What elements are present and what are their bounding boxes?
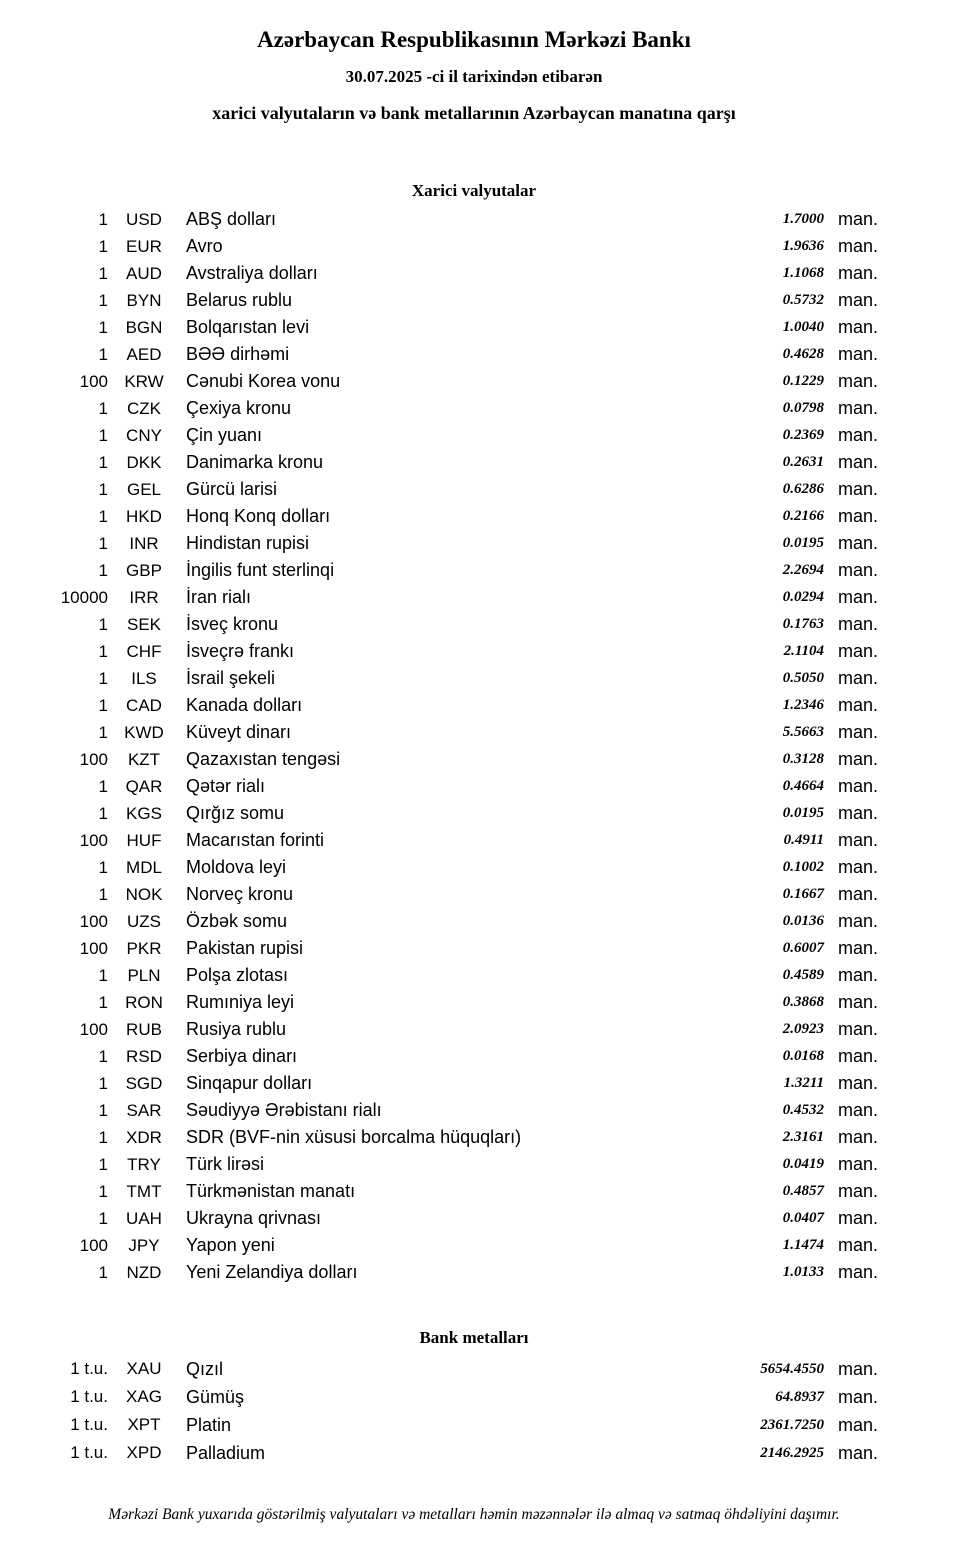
rate-row bbox=[58, 827, 890, 854]
rate-unit: man. bbox=[838, 1073, 879, 1093]
currency-code: UAH bbox=[126, 1208, 162, 1228]
rate-row bbox=[58, 638, 890, 665]
currency-code: KGS bbox=[126, 803, 162, 823]
rate-row bbox=[58, 584, 890, 611]
quantity: 100 bbox=[79, 371, 108, 391]
rate-unit: man. bbox=[838, 1386, 879, 1407]
currency-name: Qızıl bbox=[186, 1358, 224, 1379]
currency-name: Çin yuanı bbox=[186, 425, 263, 445]
currency-code: GBP bbox=[126, 560, 162, 580]
currency-name: Rumıniya leyi bbox=[186, 992, 295, 1012]
rate-value: 0.4911 bbox=[783, 832, 824, 848]
currency-code: UZS bbox=[127, 911, 161, 931]
rate-row bbox=[58, 1016, 890, 1043]
rate-unit: man. bbox=[838, 911, 879, 931]
quantity: 1 bbox=[98, 1100, 108, 1120]
currency-code: ILS bbox=[131, 668, 157, 688]
rate-value: 0.5732 bbox=[782, 292, 824, 308]
currency-code: RSD bbox=[126, 1046, 162, 1066]
rate-value: 0.6007 bbox=[782, 940, 824, 956]
quantity: 1 bbox=[98, 695, 108, 715]
quantity: 1 bbox=[98, 1073, 108, 1093]
metals-table-body bbox=[58, 1355, 890, 1467]
rate-unit: man. bbox=[838, 587, 879, 607]
rate-unit: man. bbox=[838, 398, 879, 418]
metals-table bbox=[58, 1355, 890, 1467]
rate-value: 0.2369 bbox=[782, 427, 824, 443]
currency-code: EUR bbox=[126, 236, 162, 256]
currency-code: XPT bbox=[127, 1415, 161, 1434]
rate-value: 1.3211 bbox=[783, 1075, 824, 1091]
quantity: 1 bbox=[98, 884, 108, 904]
rate-row bbox=[58, 611, 890, 638]
rate-row bbox=[58, 881, 890, 908]
rate-unit: man. bbox=[838, 1019, 879, 1039]
rate-value: 2.3161 bbox=[782, 1129, 824, 1145]
rate-row bbox=[58, 1151, 890, 1178]
rate-row bbox=[58, 962, 890, 989]
rate-row bbox=[58, 935, 890, 962]
currency-code: XAU bbox=[126, 1359, 162, 1378]
currency-name: İngilis funt sterlinqi bbox=[186, 560, 335, 580]
currency-name: BƏƏ dirhəmi bbox=[186, 344, 290, 364]
quantity: 1 bbox=[98, 533, 108, 553]
currency-name: Moldova leyi bbox=[186, 857, 287, 877]
rate-row bbox=[58, 1178, 890, 1205]
rate-unit: man. bbox=[838, 641, 879, 661]
rate-unit: man. bbox=[838, 1046, 879, 1066]
currency-code: GEL bbox=[126, 479, 162, 499]
rate-unit: man. bbox=[838, 776, 879, 796]
rate-row bbox=[58, 476, 890, 503]
rate-row bbox=[58, 773, 890, 800]
rate-unit: man. bbox=[838, 1208, 879, 1228]
rate-row bbox=[58, 746, 890, 773]
rate-row bbox=[58, 800, 890, 827]
rate-row bbox=[58, 287, 890, 314]
rate-unit: man. bbox=[838, 614, 879, 634]
rate-row bbox=[58, 1411, 890, 1439]
quantity: 1 bbox=[98, 857, 108, 877]
rate-unit: man. bbox=[838, 506, 879, 526]
rate-row bbox=[58, 449, 890, 476]
rate-value: 64.8937 bbox=[775, 1388, 824, 1405]
rate-row bbox=[58, 422, 890, 449]
rate-unit: man. bbox=[838, 749, 879, 769]
rate-unit: man. bbox=[838, 857, 879, 877]
quantity: 1 bbox=[98, 1181, 108, 1201]
rate-value: 0.4532 bbox=[782, 1102, 824, 1118]
rate-row bbox=[58, 260, 890, 287]
rate-value: 2.0923 bbox=[782, 1021, 824, 1037]
rate-row bbox=[58, 557, 890, 584]
currency-name: Pakistan rupisi bbox=[186, 938, 304, 958]
rate-value: 0.1002 bbox=[782, 859, 824, 875]
currency-code: XDR bbox=[126, 1127, 162, 1147]
currency-name: Belarus rublu bbox=[186, 290, 293, 310]
quantity: 1 bbox=[98, 209, 108, 229]
quantity: 1 bbox=[98, 1262, 108, 1282]
currency-name: Gümüş bbox=[186, 1386, 245, 1407]
page-header bbox=[58, 26, 890, 124]
currency-name: Sinqapur dolları bbox=[186, 1073, 313, 1093]
rate-unit: man. bbox=[838, 1235, 879, 1255]
currency-name: Gürcü larisi bbox=[186, 479, 278, 499]
rate-value: 0.1667 bbox=[782, 886, 824, 902]
quantity: 1 bbox=[98, 668, 108, 688]
rate-value: 2146.2925 bbox=[760, 1444, 824, 1461]
currency-code: TMT bbox=[126, 1181, 162, 1201]
rate-value: 2.2694 bbox=[782, 562, 824, 578]
quantity: 100 bbox=[79, 749, 108, 769]
currency-name: Qətər rialı bbox=[186, 776, 266, 796]
currency-code: SEK bbox=[126, 614, 162, 634]
currency-name: İsveç kronu bbox=[186, 614, 279, 634]
quantity: 10000 bbox=[60, 587, 108, 607]
quantity: 100 bbox=[79, 938, 108, 958]
rate-unit: man. bbox=[838, 533, 879, 553]
rate-unit: man. bbox=[838, 803, 879, 823]
rate-row bbox=[58, 719, 890, 746]
rate-value: 0.6286 bbox=[782, 481, 824, 497]
rate-row bbox=[58, 1383, 890, 1411]
quantity: 1 bbox=[98, 263, 108, 283]
currency-code: DKK bbox=[126, 452, 162, 472]
currency-code: CNY bbox=[126, 425, 162, 445]
quantity: 1 bbox=[98, 1127, 108, 1147]
currency-code: NZD bbox=[126, 1262, 162, 1282]
rate-value: 0.1763 bbox=[782, 616, 824, 632]
quantity: 1 bbox=[98, 1154, 108, 1174]
rate-unit: man. bbox=[838, 1127, 879, 1147]
currency-name: Səudiyyə Ərəbistanı rialı bbox=[186, 1100, 382, 1120]
rate-unit: man. bbox=[838, 209, 879, 229]
quantity: 1 bbox=[98, 236, 108, 256]
currency-code: XPD bbox=[126, 1443, 162, 1462]
rate-value: 0.2166 bbox=[782, 508, 824, 524]
rate-row bbox=[58, 530, 890, 557]
rate-row bbox=[58, 1355, 890, 1383]
currency-code: QAR bbox=[125, 776, 163, 796]
rate-unit: man. bbox=[838, 830, 879, 850]
rate-value: 0.4589 bbox=[782, 967, 824, 983]
currency-code: AED bbox=[126, 344, 162, 364]
quantity: 100 bbox=[79, 911, 108, 931]
currency-name: İsrail şekeli bbox=[186, 668, 276, 688]
currency-name: Serbiya dinarı bbox=[186, 1046, 298, 1066]
rate-value: 0.0419 bbox=[782, 1156, 824, 1172]
rate-unit: man. bbox=[838, 1154, 879, 1174]
rate-unit: man. bbox=[838, 344, 879, 364]
currency-name: SDR (BVF-nin xüsusi borcalma hüquqları) bbox=[186, 1127, 522, 1147]
currency-name: Ukrayna qrivnası bbox=[186, 1208, 322, 1228]
rate-row bbox=[58, 1070, 890, 1097]
rate-row bbox=[58, 908, 890, 935]
rate-value: 1.9636 bbox=[782, 238, 824, 254]
currency-code: AUD bbox=[126, 263, 162, 283]
rate-unit: man. bbox=[838, 1262, 879, 1282]
currency-name: ABŞ dolları bbox=[186, 209, 277, 229]
currency-name: Polşa zlotası bbox=[186, 965, 289, 985]
quantity: 1 bbox=[98, 506, 108, 526]
rate-value: 1.7000 bbox=[782, 211, 824, 227]
currency-code: RON bbox=[125, 992, 163, 1012]
rate-row bbox=[58, 1439, 890, 1467]
rate-unit: man. bbox=[838, 668, 879, 688]
currency-name: Türkmənistan manatı bbox=[186, 1181, 356, 1201]
rate-row bbox=[58, 314, 890, 341]
rate-value: 0.0294 bbox=[782, 589, 824, 605]
rate-unit: man. bbox=[838, 560, 879, 580]
quantity: 1 t.u. bbox=[70, 1359, 108, 1378]
quantity: 1 bbox=[98, 560, 108, 580]
quantity: 1 bbox=[98, 641, 108, 661]
currency-name: Danimarka kronu bbox=[186, 452, 324, 472]
quantity: 1 t.u. bbox=[70, 1387, 108, 1406]
currency-name: Avstraliya dolları bbox=[186, 263, 318, 283]
rate-unit: man. bbox=[838, 722, 879, 742]
effective-date: 30.07.2025 -ci il tarixindən etibarən bbox=[345, 67, 603, 86]
currency-name: Rusiya rublu bbox=[186, 1019, 287, 1039]
currencies-section-title: Xarici valyutalar bbox=[411, 181, 537, 200]
currency-name: Kanada dolları bbox=[186, 695, 303, 715]
rate-unit: man. bbox=[838, 317, 879, 337]
rate-unit: man. bbox=[838, 371, 879, 391]
rate-row bbox=[58, 1205, 890, 1232]
currency-name: Palladium bbox=[186, 1442, 266, 1463]
currency-name: Qırğız somu bbox=[186, 803, 285, 823]
currency-code: HKD bbox=[126, 506, 162, 526]
currencies-table-body bbox=[58, 206, 890, 1286]
currency-code: NOK bbox=[125, 884, 163, 904]
rate-row bbox=[58, 989, 890, 1016]
rate-unit: man. bbox=[838, 1100, 879, 1120]
currency-code: USD bbox=[126, 209, 162, 229]
rate-value: 0.1229 bbox=[782, 373, 824, 389]
rate-unit: man. bbox=[838, 479, 879, 499]
quantity: 1 t.u. bbox=[70, 1443, 108, 1462]
currency-name: Bolqarıstan levi bbox=[186, 317, 310, 337]
rate-value: 0.4628 bbox=[782, 346, 824, 362]
currency-code: INR bbox=[129, 533, 159, 553]
rate-unit: man. bbox=[838, 992, 879, 1012]
rate-unit: man. bbox=[838, 1414, 879, 1435]
page-title: Azərbaycan Respublikasının Mərkəzi Bankı bbox=[257, 27, 691, 52]
currency-code: KRW bbox=[124, 371, 164, 391]
quantity: 1 bbox=[98, 776, 108, 796]
rate-unit: man. bbox=[838, 1181, 879, 1201]
quantity: 1 bbox=[98, 803, 108, 823]
currency-code: MDL bbox=[126, 857, 162, 877]
currency-code: BYN bbox=[126, 290, 162, 310]
currency-code: CZK bbox=[127, 398, 161, 418]
currency-code: BGN bbox=[125, 317, 163, 337]
rate-value: 0.0168 bbox=[782, 1048, 824, 1064]
currency-name: Hindistan rupisi bbox=[186, 533, 310, 553]
rate-unit: man. bbox=[838, 452, 879, 472]
rate-row bbox=[58, 368, 890, 395]
rate-unit: man. bbox=[838, 965, 879, 985]
currency-code: KWD bbox=[124, 722, 164, 742]
rate-value: 0.0407 bbox=[782, 1210, 824, 1226]
rate-row bbox=[58, 692, 890, 719]
quantity: 1 bbox=[98, 722, 108, 742]
rate-row bbox=[58, 503, 890, 530]
rate-value: 0.0195 bbox=[782, 535, 824, 551]
rate-value: 5654.4550 bbox=[760, 1360, 824, 1377]
currency-name: Honq Konq dolları bbox=[186, 506, 331, 526]
currency-name: Macarıstan forinti bbox=[186, 830, 325, 850]
rate-unit: man. bbox=[838, 425, 879, 445]
rate-unit: man. bbox=[838, 263, 879, 283]
quantity: 1 bbox=[98, 452, 108, 472]
rate-value: 2.1104 bbox=[783, 643, 824, 659]
currency-code: TRY bbox=[127, 1154, 161, 1174]
rate-value: 1.1068 bbox=[782, 265, 824, 281]
rate-unit: man. bbox=[838, 236, 879, 256]
rate-value: 2361.7250 bbox=[760, 1416, 824, 1433]
metals-section-title: Bank metalları bbox=[419, 1328, 529, 1347]
currency-code: CHF bbox=[126, 641, 162, 661]
page-subtitle: xarici valyutaların və bank metallarının Azərbaycan manatına qarşı bbox=[212, 103, 736, 123]
quantity: 1 bbox=[98, 1046, 108, 1066]
rate-unit: man. bbox=[838, 290, 879, 310]
currency-code: PKR bbox=[126, 938, 162, 958]
disclaimer-text: Mərkəzi Bank yuxarıda göstərilmiş valyutaları və metalları həmin məzənnələr ilə almaq və satmaq öhdəliyini daşımır. bbox=[108, 1506, 840, 1523]
rate-row bbox=[58, 1097, 890, 1124]
quantity: 1 bbox=[98, 425, 108, 445]
quantity: 1 bbox=[98, 398, 108, 418]
quantity: 100 bbox=[79, 1019, 108, 1039]
currency-name: İsveçrə frankı bbox=[186, 641, 295, 661]
rate-value: 1.2346 bbox=[782, 697, 824, 713]
currency-code: RUB bbox=[126, 1019, 162, 1039]
currency-code: JPY bbox=[128, 1235, 160, 1255]
currency-code: SGD bbox=[125, 1073, 163, 1093]
quantity: 1 bbox=[98, 344, 108, 364]
rate-row bbox=[58, 395, 890, 422]
rate-value: 0.0798 bbox=[782, 400, 824, 416]
rate-row bbox=[58, 1259, 890, 1286]
rate-value: 1.1474 bbox=[782, 1237, 824, 1253]
quantity: 1 bbox=[98, 317, 108, 337]
rate-row bbox=[58, 854, 890, 881]
currency-code: IRR bbox=[129, 587, 159, 607]
currencies-table bbox=[58, 206, 890, 1286]
currency-name: Küveyt dinarı bbox=[186, 722, 292, 742]
rate-value: 0.4857 bbox=[782, 1183, 824, 1199]
quantity: 100 bbox=[79, 830, 108, 850]
rate-value: 0.3868 bbox=[782, 994, 824, 1010]
currency-name: Platin bbox=[186, 1414, 232, 1435]
quantity: 1 bbox=[98, 290, 108, 310]
rate-unit: man. bbox=[838, 1442, 879, 1463]
rate-value: 5.5663 bbox=[782, 724, 824, 740]
currency-name: Avro bbox=[186, 236, 223, 256]
currency-name: Qazaxıstan tengəsi bbox=[186, 749, 341, 769]
rate-row bbox=[58, 1043, 890, 1070]
currency-name: Norveç kronu bbox=[186, 884, 294, 904]
currency-name: Yeni Zelandiya dolları bbox=[186, 1262, 358, 1282]
rate-unit: man. bbox=[838, 884, 879, 904]
rate-unit: man. bbox=[838, 1358, 879, 1379]
rate-row bbox=[58, 1232, 890, 1259]
rate-value: 0.0136 bbox=[782, 913, 824, 929]
quantity: 1 bbox=[98, 479, 108, 499]
rate-value: 0.5050 bbox=[782, 670, 824, 686]
rate-row bbox=[58, 341, 890, 368]
quantity: 1 t.u. bbox=[70, 1415, 108, 1434]
currency-code: HUF bbox=[126, 830, 162, 850]
rate-unit: man. bbox=[838, 695, 879, 715]
currency-name: Yapon yeni bbox=[186, 1235, 275, 1255]
rate-value: 0.0195 bbox=[782, 805, 824, 821]
rate-value: 0.3128 bbox=[782, 751, 824, 767]
rate-value: 0.4664 bbox=[782, 778, 824, 794]
rate-value: 1.0133 bbox=[782, 1264, 824, 1280]
currency-code: XAG bbox=[126, 1387, 162, 1406]
rate-row bbox=[58, 206, 890, 233]
currency-name: İran rialı bbox=[186, 587, 252, 607]
currency-name: Çexiya kronu bbox=[186, 398, 292, 418]
quantity: 1 bbox=[98, 1208, 108, 1228]
rate-value: 1.0040 bbox=[782, 319, 824, 335]
currency-code: PLN bbox=[127, 965, 161, 985]
quantity: 1 bbox=[98, 992, 108, 1012]
currency-code: SAR bbox=[126, 1100, 162, 1120]
quantity: 100 bbox=[79, 1235, 108, 1255]
currency-name: Cənubi Korea vonu bbox=[186, 371, 341, 391]
currency-name: Türk lirəsi bbox=[186, 1154, 265, 1174]
rate-value: 0.2631 bbox=[782, 454, 824, 470]
rate-unit: man. bbox=[838, 938, 879, 958]
rate-row bbox=[58, 1124, 890, 1151]
quantity: 1 bbox=[98, 965, 108, 985]
rate-row bbox=[58, 233, 890, 260]
currency-code: CAD bbox=[126, 695, 162, 715]
rate-row bbox=[58, 665, 890, 692]
quantity: 1 bbox=[98, 614, 108, 634]
currency-name: Özbək somu bbox=[186, 911, 288, 931]
currency-code: KZT bbox=[127, 749, 161, 769]
